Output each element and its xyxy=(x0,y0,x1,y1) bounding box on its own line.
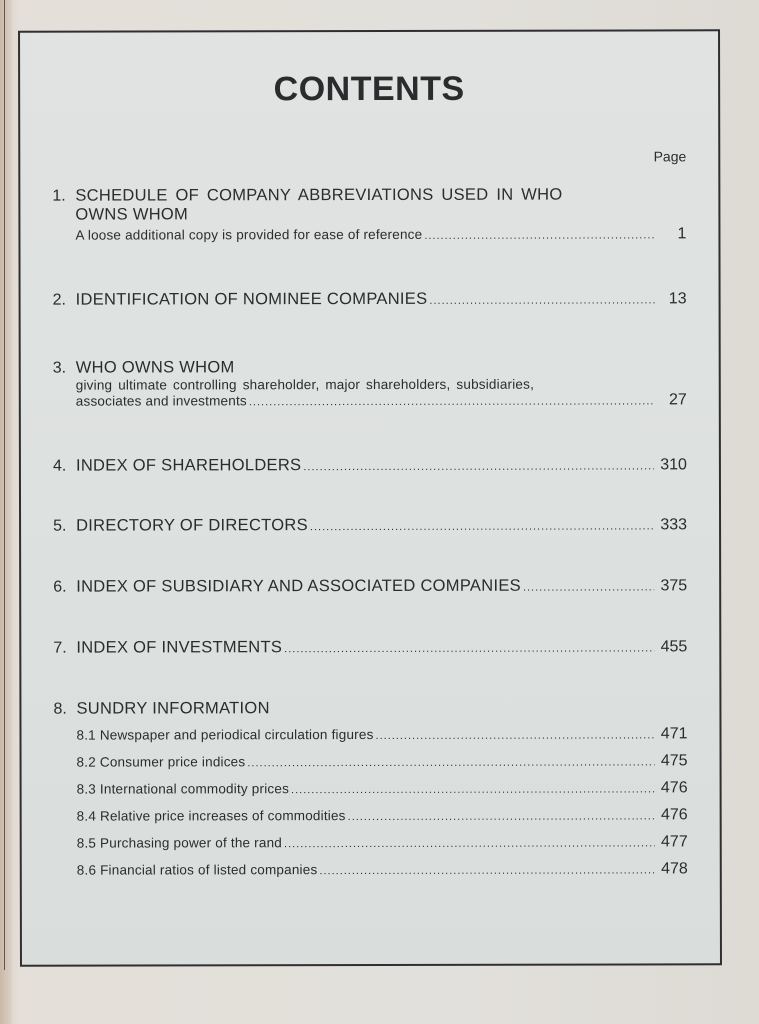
subentry-label: 8.3 International commodity prices xyxy=(76,781,290,797)
leader-dots xyxy=(291,783,655,796)
toc-entry-7[interactable] xyxy=(53,637,687,657)
subentry-label: 8.1 Newspaper and periodical circulation figures xyxy=(76,726,374,743)
toc-subentry[interactable] xyxy=(76,725,687,744)
leader-dots xyxy=(523,581,655,593)
entry-number: 6. xyxy=(53,578,67,596)
page-number: 476 xyxy=(660,779,688,797)
subentry-label: 8.6 Financial ratios of listed companies xyxy=(76,862,318,878)
page-number: 13 xyxy=(668,290,687,308)
entry-number: 4. xyxy=(52,457,67,475)
toc-subentry[interactable] xyxy=(77,833,688,852)
entry-number: 3. xyxy=(52,359,67,377)
entry-number: 2. xyxy=(52,291,66,309)
toc-subentry[interactable] xyxy=(77,779,688,798)
leader-dots xyxy=(249,395,655,408)
page-number: 476 xyxy=(660,806,688,824)
leader-dots xyxy=(424,229,654,241)
page-number: 333 xyxy=(660,516,688,534)
page-number: 455 xyxy=(660,638,688,656)
contents-frame xyxy=(18,29,722,966)
entry-subtitle: A loose additional copy is provided for ease of reference xyxy=(75,226,423,243)
toc-entry-1[interactable] xyxy=(52,185,686,244)
page-number: 375 xyxy=(660,577,688,595)
entry-number: 7. xyxy=(53,639,67,657)
entry-title: IDENTIFICATION OF NOMINEE COMPANIES xyxy=(75,289,428,309)
toc-subentry[interactable] xyxy=(77,752,688,771)
entry-title-cont: OWNS WHOM xyxy=(75,205,189,224)
page-title: CONTENTS xyxy=(273,69,465,109)
entry-title: INDEX OF SHAREHOLDERS xyxy=(75,456,302,475)
toc-entry-2[interactable] xyxy=(53,289,687,309)
toc-entry-5[interactable] xyxy=(53,515,687,535)
page-number: 475 xyxy=(660,752,688,770)
entry-title: DIRECTORY OF DIRECTORS xyxy=(76,516,308,535)
leader-dots xyxy=(319,864,655,877)
leader-dots xyxy=(429,294,654,306)
entry-subtitle: giving ultimate controlling shareholder, major shareholders, subsidiaries, xyxy=(75,376,535,393)
entry-subtitle-cont: associates and investments xyxy=(75,393,247,409)
subentry-label: 8.2 Consumer price indices xyxy=(76,754,246,770)
subentry-label: 8.5 Purchasing power of the rand xyxy=(76,835,283,851)
page-edge-line xyxy=(4,0,5,970)
page-number: 477 xyxy=(660,833,688,851)
toc-subentry[interactable] xyxy=(77,860,688,879)
toc-entry-6[interactable] xyxy=(53,576,687,596)
leader-dots xyxy=(247,756,655,769)
page-number: 27 xyxy=(668,391,687,409)
toc-entry-8[interactable] xyxy=(53,698,687,718)
subentry-label: 8.4 Relative price increases of commodities xyxy=(76,808,346,824)
leader-dots xyxy=(284,837,655,850)
entry-number: 5. xyxy=(53,517,67,535)
entry-title: WHO OWNS WHOM xyxy=(75,358,235,377)
page-number: 478 xyxy=(661,860,688,878)
leader-dots xyxy=(348,810,655,823)
entry-title: SUNDRY INFORMATION xyxy=(76,699,270,718)
toc-subentry[interactable] xyxy=(77,806,688,825)
page-number: 471 xyxy=(660,725,688,743)
leader-dots xyxy=(310,520,654,533)
toc-entry-4[interactable] xyxy=(53,455,687,475)
entry-title: INDEX OF INVESTMENTS xyxy=(76,638,283,657)
leader-dots xyxy=(303,460,654,473)
entry-number: 8. xyxy=(53,700,67,718)
entry-title: SCHEDULE OF COMPANY ABBREVIATIONS USED IN WHO xyxy=(75,185,563,205)
page-number: 1 xyxy=(677,225,687,243)
page-edge xyxy=(0,0,12,1024)
page-column-header: Page xyxy=(653,148,687,165)
leader-dots xyxy=(376,729,655,742)
page-number: 310 xyxy=(660,456,687,474)
entry-number: 1. xyxy=(52,187,66,205)
entry-title: INDEX OF SUBSIDIARY AND ASSOCIATED COMPANIES xyxy=(76,576,521,596)
leader-dots xyxy=(284,642,654,655)
toc-entry-3[interactable] xyxy=(53,357,687,410)
